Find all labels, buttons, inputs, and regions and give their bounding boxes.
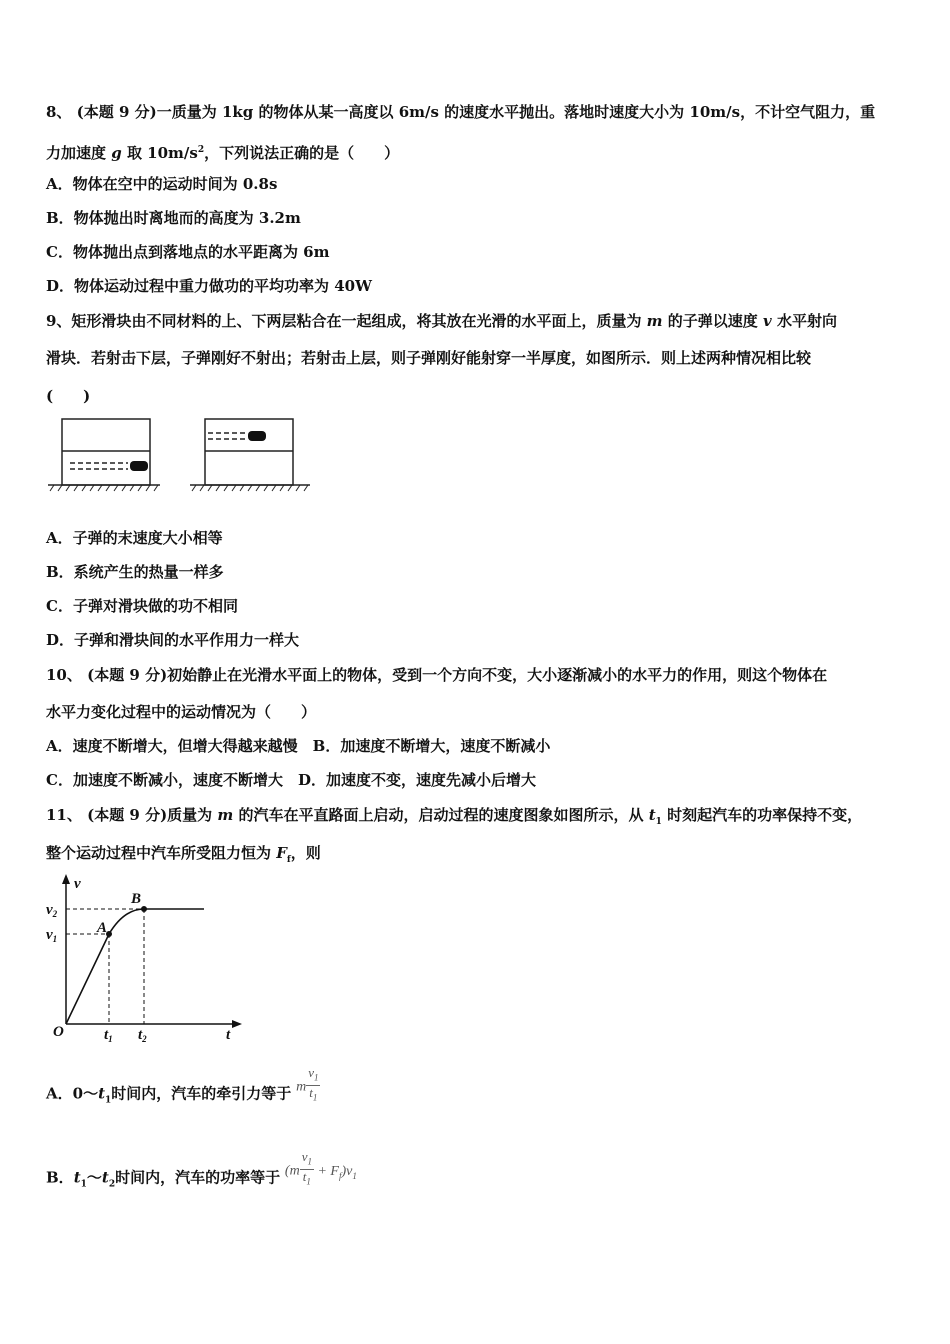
point-b-label: B bbox=[131, 891, 142, 907]
q8-text: 取 10m/s bbox=[121, 144, 198, 162]
q10-stem-line1: 10、 (本题 9 分)初始静止在光滑水平面上的物体，受到一个方向不变，大小逐渐减小的水平力的作用，则这个物体在 bbox=[46, 666, 828, 684]
q8-option-a: A．物体在空中的运动时间为 0.8s bbox=[46, 175, 278, 193]
q8-option-d: D．物体运动过程中重力做功的平均功率为 40W bbox=[46, 277, 372, 295]
v2-label: v bbox=[46, 902, 53, 918]
q9-m-symbol: m bbox=[646, 312, 663, 330]
subscript: 1 bbox=[306, 1176, 311, 1187]
q8-g-symbol: g bbox=[111, 144, 122, 162]
q11-text: 时间内，汽车的牵引力等于 bbox=[111, 1084, 292, 1103]
fraction-numerator: v bbox=[301, 1149, 308, 1164]
q11-text: 11、 (本题 9 分)质量为 bbox=[46, 806, 218, 824]
fraction-denominator: t bbox=[302, 1168, 307, 1184]
arrow-right-icon bbox=[232, 1020, 242, 1028]
svg-text:t1 bbox=[104, 1027, 113, 1044]
q11-t-symbol: t bbox=[73, 1168, 81, 1187]
q11-text: 的汽车在平直路面上启动，启动过程的速度图象如图所示，从 bbox=[233, 806, 649, 824]
q11-subscript: 1 bbox=[80, 1179, 87, 1190]
arrow-up-icon bbox=[62, 874, 70, 884]
subscript: 1 bbox=[313, 1072, 319, 1083]
q9-option-a: A．子弹的末速度大小相等 bbox=[46, 529, 223, 547]
q9-text: 水平射向 bbox=[771, 312, 837, 330]
subscript: 1 bbox=[52, 934, 58, 944]
t1-label: t bbox=[104, 1027, 109, 1043]
q9-option-b: B．系统产生的热量一样多 bbox=[46, 563, 224, 581]
q11-stem-line2 bbox=[46, 843, 321, 870]
svg-text:v2 bbox=[46, 902, 58, 919]
q11-velocity-time-graph bbox=[44, 872, 254, 1044]
origin-label: O bbox=[53, 1024, 64, 1040]
formula-open: (m bbox=[284, 1163, 300, 1179]
q9-stem-line3: ( ) bbox=[46, 387, 91, 405]
q8-text: 力加速度 bbox=[46, 144, 112, 162]
q11-subscript: 1 bbox=[105, 1095, 112, 1106]
q11-option-a bbox=[46, 1066, 320, 1106]
q11-m-symbol: m bbox=[217, 806, 234, 824]
q11-text: ，则 bbox=[290, 844, 321, 862]
svg-text:v1 bbox=[46, 927, 57, 944]
v1-label: v bbox=[46, 927, 53, 943]
velocity-curve bbox=[66, 909, 204, 1024]
option-label: A． bbox=[46, 1084, 73, 1103]
q8-exponent: 2 bbox=[197, 145, 205, 155]
option-label: B． bbox=[46, 1168, 74, 1187]
q10-options-ab: A．速度不断增大，但增大得越来越慢 B．加速度不断增大，速度不断减小 bbox=[46, 737, 551, 755]
q11-f-symbol: F bbox=[276, 844, 287, 862]
bullet-icon bbox=[248, 431, 266, 441]
q11-subscript: 2 bbox=[108, 1179, 116, 1190]
q11-text: 整个运动过程中汽车所受阻力恒为 bbox=[46, 844, 277, 862]
t-axis-label: t bbox=[226, 1027, 231, 1043]
q10-stem-line2: 水平力变化过程中的运动情况为（ ） bbox=[46, 703, 317, 721]
t2-label: t bbox=[138, 1027, 143, 1043]
subscript: 1 bbox=[108, 1034, 113, 1044]
formula-plus-f: + F bbox=[313, 1163, 339, 1179]
q8-option-c: C．物体抛出点到落地点的水平距离为 6m bbox=[46, 243, 330, 261]
q10-options-cd: C．加速度不断减小，速度不断增大 D．加速度不变，速度先减小后增大 bbox=[46, 771, 536, 789]
q11-text: 时刻起汽车的功率保持不变， bbox=[661, 806, 863, 824]
q11-t-symbol: t bbox=[98, 1084, 106, 1103]
q11-text: 时间内，汽车的功率等于 bbox=[115, 1168, 281, 1187]
v-axis-label: v bbox=[74, 876, 81, 892]
subscript: f bbox=[338, 1170, 342, 1181]
formula-m: m bbox=[296, 1079, 307, 1095]
q11-t-symbol: t bbox=[101, 1168, 109, 1187]
q8-option-b: B．物体抛出时离地而的高度为 3.2m bbox=[46, 209, 301, 227]
q9-stem-line2: 滑块．若射击下层，子弹刚好不射出；若射击上层，则子弹刚好能射穿一半厚度，如图所示．则上述两种情况相比较 bbox=[46, 349, 812, 367]
q11-t-symbol: t bbox=[648, 806, 656, 824]
q9-option-d: D．子弹和滑块间的水平作用力一样大 bbox=[46, 631, 300, 649]
q9-option-c: C．子弹对滑块做的功不相同 bbox=[46, 597, 238, 615]
subscript: 2 bbox=[142, 1034, 147, 1044]
fraction-denominator: t bbox=[309, 1084, 313, 1100]
formula-fraction bbox=[306, 1066, 320, 1104]
fraction-numerator: v bbox=[308, 1065, 314, 1080]
q9-text: 9、矩形滑块由不同材料的上、下两层粘合在一起组成，将其放在光滑的水平面上，质量为 bbox=[46, 312, 647, 330]
formula-fraction bbox=[300, 1150, 314, 1188]
subscript: 1 bbox=[352, 1170, 357, 1181]
bullet-icon bbox=[130, 461, 148, 471]
q8-stem-line1: 8、 (本题 9 分)一质量为 1kg 的物体从某一高度以 6m/s 的速度水平抛出。落地时速度大小为 10m/s，不计空气阻力，重 bbox=[46, 103, 876, 121]
subscript: 1 bbox=[307, 1156, 312, 1167]
q9-v-symbol: v bbox=[763, 312, 772, 330]
q8-stem-line2 bbox=[46, 140, 399, 163]
q11-stem-line1 bbox=[46, 805, 862, 832]
subscript: 1 bbox=[312, 1092, 318, 1103]
q9-stem-line1 bbox=[46, 311, 837, 331]
q9-text: 的子弹以速度 bbox=[662, 312, 763, 330]
svg-text:t2 bbox=[138, 1027, 147, 1044]
block-lower-shot bbox=[48, 419, 160, 491]
point-a-label: A bbox=[97, 920, 108, 936]
q9-bullet-block-figure bbox=[48, 415, 318, 495]
q11-subscript: 1 bbox=[655, 817, 662, 827]
q11-text: 0～ bbox=[72, 1084, 99, 1103]
q8-text: ，下列说法正确的是（ ） bbox=[204, 144, 400, 162]
subscript: 2 bbox=[52, 909, 58, 919]
q11-subscript: f bbox=[286, 855, 291, 865]
block-upper-shot bbox=[190, 419, 310, 491]
point-b bbox=[141, 906, 147, 912]
formula-close-v: )v bbox=[341, 1163, 353, 1179]
q11-option-b bbox=[46, 1150, 357, 1190]
q11-text: ～ bbox=[86, 1168, 102, 1187]
